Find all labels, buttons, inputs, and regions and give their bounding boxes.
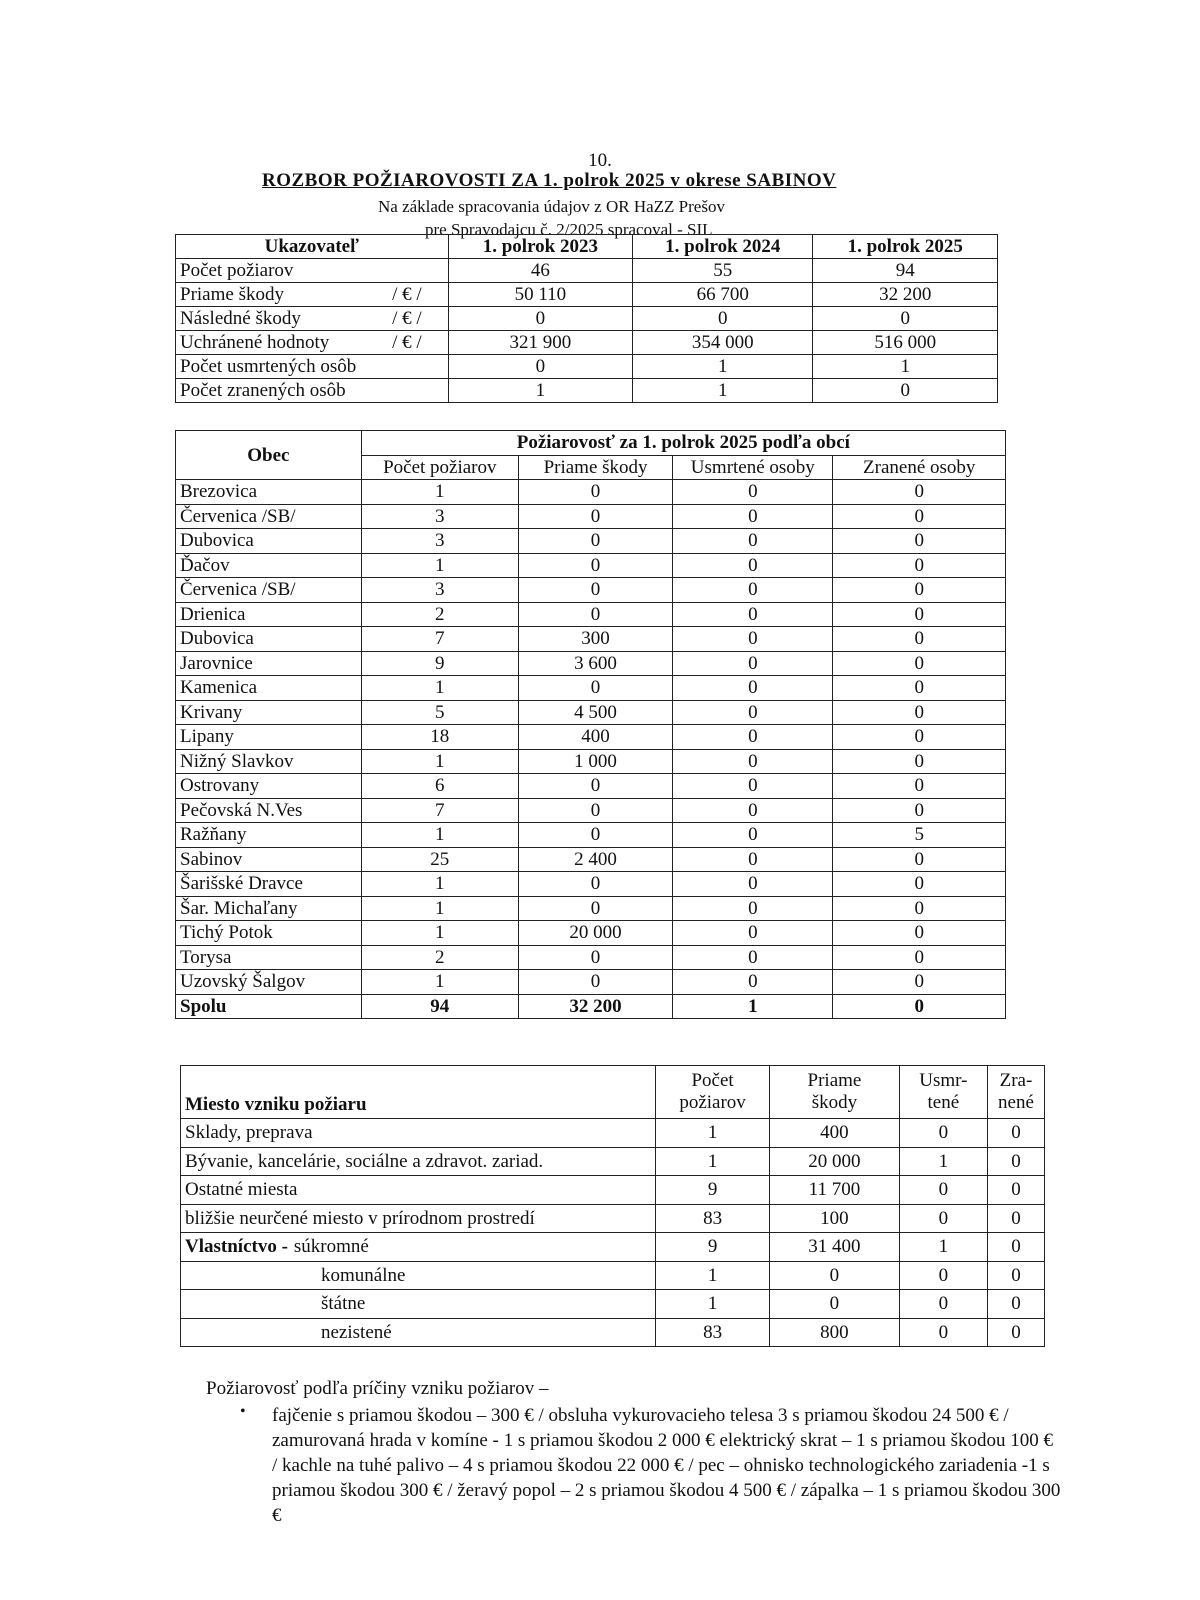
summary-label-cell [176,355,449,379]
summary-value-2023: 50 110 [448,283,632,307]
municipality-fires: 7 [361,627,518,652]
ownership-fires: 83 [656,1318,770,1347]
col-deaths: Usmrtené osoby [673,455,833,480]
municipality-deaths: 0 [673,749,833,774]
origin-row [181,1119,1045,1148]
summary-label-cell [176,331,449,355]
municipality-injured: 0 [833,529,1006,554]
municipality-name: Uzovský Šalgov [176,970,362,995]
table-row [176,504,1006,529]
summary-label-cell [176,259,449,283]
origin-col-injured-2: nené [998,1092,1034,1113]
origin-table [180,1065,1045,1347]
summary-value-2023: 1 [448,379,632,403]
municipality-injured: 0 [833,725,1006,750]
municipality-name: Pečovská N.Ves [176,798,362,823]
ownership-row [181,1233,1045,1262]
origin-head-label: Miesto vzniku požiaru [181,1066,656,1119]
municipality-fires: 9 [361,651,518,676]
summary-label: Priame škody [180,284,284,305]
municipality-damage: 300 [518,627,672,652]
page-title: ROZBOR POŽIAROVOSTI ZA 1. polrok 2025 v okrese SABINOV [262,170,837,191]
municipality-damage: 0 [518,970,672,995]
table-row [176,725,1006,750]
origin-injured: 0 [987,1119,1044,1148]
municipality-damage: 0 [518,602,672,627]
ownership-injured: 0 [987,1261,1044,1290]
summary-value-2023: 0 [448,355,632,379]
municipality-deaths: 0 [673,896,833,921]
origin-fires: 9 [656,1176,770,1205]
municipality-deaths: 0 [673,970,833,995]
municipality-injured: 5 [833,823,1006,848]
municipality-name: Jarovnice [176,651,362,676]
summary-label: Počet požiarov [180,260,294,281]
municipality-injured: 0 [833,774,1006,799]
ownership-damage: 31 400 [770,1233,900,1262]
summary-value-2024: 1 [633,379,813,403]
municipality-damage: 1 000 [518,749,672,774]
municipality-damage: 0 [518,896,672,921]
municipality-damage: 3 600 [518,651,672,676]
municipality-deaths: 0 [673,651,833,676]
ownership-fires: 1 [656,1290,770,1319]
summary-value-2024: 66 700 [633,283,813,307]
municipality-deaths: 0 [673,945,833,970]
municipality-injured: 0 [833,504,1006,529]
summary-label: Uchránené hodnoty [180,332,330,353]
subtitle-author: pre Spravodajcu č. 2/2025 spracoval - SIL [425,220,713,239]
municipality-injured: 0 [833,896,1006,921]
municipality-name: Drienica [176,602,362,627]
summary-row [176,259,998,283]
total-label: Spolu [176,994,362,1019]
ownership-injured: 0 [987,1318,1044,1347]
causes-text: fajčenie s priamou škodou – 300 € / obsluha vykurovacieho telesa 3 s priamou škodou 24 500 € / zamurovaná hrada v komíne - 1 s priamou škodou 2 000 € elektrický skrat – 1 s priamou škodou 100 € / kachle na tuhé palivo – 4 s priamou škodou 22 000 € / pec – ohnisko technologického zariadenia -1 s priamou škodou 300 € / žeravý popol – 2 s priamou škodou 4 500 € / zápalka – 1 s priamou škodou 300 € [272,1405,1061,1526]
ownership-deaths: 0 [899,1261,987,1290]
municipality-damage: 0 [518,798,672,823]
summary-value-2023: 0 [448,307,632,331]
municipality-fires: 18 [361,725,518,750]
ownership-damage: 800 [770,1318,900,1347]
municipalities-title-row [176,431,1006,456]
municipality-deaths: 0 [673,872,833,897]
ownership-damage: 0 [770,1261,900,1290]
municipality-deaths: 0 [673,774,833,799]
municipality-name: Dubovica [176,529,362,554]
col-injured: Zranené osoby [833,455,1006,480]
total-deaths: 1 [673,994,833,1019]
summary-label: Následné škody [180,308,301,329]
origin-label: Ostatné miesta [181,1176,656,1205]
municipality-name: Torysa [176,945,362,970]
table-row [176,798,1006,823]
origin-deaths: 1 [899,1147,987,1176]
municipality-damage: 0 [518,823,672,848]
summary-unit: / € / [392,308,422,329]
municipality-injured: 0 [833,578,1006,603]
table-row [176,945,1006,970]
municipality-injured: 0 [833,970,1006,995]
table-row [176,823,1006,848]
municipality-damage: 0 [518,480,672,505]
summary-value-2025: 1 [813,355,998,379]
municipality-deaths: 0 [673,504,833,529]
origin-col-injured [987,1066,1044,1119]
summary-value-2025: 0 [813,379,998,403]
municipality-name: Ostrovany [176,774,362,799]
summary-row [176,331,998,355]
municipality-injured: 0 [833,749,1006,774]
origin-row [181,1147,1045,1176]
ownership-row [181,1261,1045,1290]
municipality-deaths: 0 [673,725,833,750]
municipality-fires: 1 [361,480,518,505]
municipality-injured: 0 [833,798,1006,823]
municipality-deaths: 0 [673,847,833,872]
table-row [176,627,1006,652]
municipality-name: Ražňany [176,823,362,848]
summary-value-2024: 354 000 [633,331,813,355]
municipality-deaths: 0 [673,798,833,823]
total-row [176,994,1006,1019]
municipality-fires: 3 [361,504,518,529]
municipality-name: Nižný Slavkov [176,749,362,774]
table-row [176,774,1006,799]
municipality-damage: 0 [518,872,672,897]
summary-value-2024: 1 [633,355,813,379]
origin-col-fires-2: požiarov [679,1092,746,1113]
municipalities-table [175,430,1006,1019]
origin-label: Bývanie, kancelárie, sociálne a zdravot. zariad. [181,1147,656,1176]
municipality-fires: 2 [361,945,518,970]
table-row [176,896,1006,921]
ownership-label-cell [181,1233,656,1262]
municipality-fires: 1 [361,896,518,921]
origin-col-deaths-1: Usmr- [919,1070,968,1091]
summary-value-2024: 55 [633,259,813,283]
ownership-deaths: 0 [899,1290,987,1319]
summary-unit: / € / [392,332,422,353]
col-damage: Priame škody [518,455,672,480]
origin-col-injured-1: Zra- [999,1070,1033,1091]
summary-label-cell [176,307,449,331]
bullet-icon: • [240,1403,246,1420]
municipality-damage: 400 [518,725,672,750]
summary-row [176,355,998,379]
municipality-injured: 0 [833,847,1006,872]
municipality-name: Sabinov [176,847,362,872]
table-row [176,700,1006,725]
municipality-damage: 0 [518,504,672,529]
ownership-type: nezistené [181,1318,656,1347]
summary-table [175,234,998,403]
table-row [176,480,1006,505]
municipality-injured: 0 [833,553,1006,578]
summary-label: Počet usmrtených osôb [180,356,357,377]
municipality-fires: 2 [361,602,518,627]
municipality-fires: 1 [361,553,518,578]
ownership-row [181,1318,1045,1347]
municipalities-title: Požiarovosť za 1. polrok 2025 podľa obcí [361,431,1005,456]
origin-deaths: 0 [899,1204,987,1233]
summary-value-2025: 0 [813,307,998,331]
origin-col-damage-2: škody [811,1092,858,1113]
municipality-deaths: 0 [673,480,833,505]
municipality-fires: 7 [361,798,518,823]
summary-value-2025: 516 000 [813,331,998,355]
municipality-damage: 2 400 [518,847,672,872]
origin-damage: 11 700 [770,1176,900,1205]
summary-row [176,379,998,403]
municipality-name: Dubovica [176,627,362,652]
origin-injured: 0 [987,1204,1044,1233]
ownership-damage: 0 [770,1290,900,1319]
summary-row [176,283,998,307]
municipality-deaths: 0 [673,553,833,578]
origin-fires: 1 [656,1119,770,1148]
ownership-row [181,1290,1045,1319]
origin-damage: 400 [770,1119,900,1148]
origin-injured: 0 [987,1147,1044,1176]
subtitle-source: Na základe spracovania údajov z OR HaZZ Prešov [378,197,725,216]
municipality-fires: 3 [361,529,518,554]
ownership-deaths: 1 [899,1233,987,1262]
origin-col-damage-1: Priame [807,1070,862,1091]
ownership-type: súkromné [293,1236,369,1258]
origin-col-deaths [899,1066,987,1119]
municipality-fires: 5 [361,700,518,725]
municipality-fires: 6 [361,774,518,799]
origin-col-fires-1: Počet [691,1070,734,1091]
summary-label-cell [176,379,449,403]
municipality-injured: 0 [833,945,1006,970]
municipality-damage: 0 [518,553,672,578]
municipality-fires: 3 [361,578,518,603]
origin-damage: 100 [770,1204,900,1233]
table-row [176,578,1006,603]
municipality-fires: 1 [361,823,518,848]
municipality-injured: 0 [833,602,1006,627]
origin-deaths: 0 [899,1176,987,1205]
summary-row [176,307,998,331]
table-row [176,970,1006,995]
page-number: 10. [588,150,612,171]
municipality-fires: 1 [361,970,518,995]
ownership-type: komunálne [181,1261,656,1290]
summary-unit: / € / [392,284,422,305]
municipality-injured: 0 [833,651,1006,676]
municipality-deaths: 0 [673,700,833,725]
ownership-fires: 1 [656,1261,770,1290]
municipality-deaths: 0 [673,602,833,627]
table-row [176,602,1006,627]
municipality-fires: 1 [361,872,518,897]
municipality-name: Krivany [176,700,362,725]
summary-value-2023: 321 900 [448,331,632,355]
summary-value-2025: 94 [813,259,998,283]
origin-label: bližšie neurčené miesto v prírodnom prostredí [181,1204,656,1233]
municipality-deaths: 0 [673,578,833,603]
municipality-deaths: 0 [673,627,833,652]
ownership-deaths: 0 [899,1318,987,1347]
total-injured: 0 [833,994,1006,1019]
origin-row [181,1176,1045,1205]
municipality-deaths: 0 [673,921,833,946]
origin-fires: 83 [656,1204,770,1233]
municipality-injured: 0 [833,627,1006,652]
municipality-deaths: 0 [673,529,833,554]
municipality-damage: 20 000 [518,921,672,946]
municipality-name: Ďačov [176,553,362,578]
summary-value-2025: 32 200 [813,283,998,307]
table-row [176,553,1006,578]
municipality-fires: 1 [361,921,518,946]
summary-label: Počet zranených osôb [180,380,346,401]
ownership-injured: 0 [987,1233,1044,1262]
municipality-name: Červenica /SB/ [176,504,362,529]
table-row [176,847,1006,872]
municipality-injured: 0 [833,700,1006,725]
municipality-name: Červenica /SB/ [176,578,362,603]
col-2025: 1. polrok 2025 [813,235,998,259]
municipality-deaths: 0 [673,823,833,848]
municipality-name: Lipany [176,725,362,750]
municipality-damage: 0 [518,578,672,603]
municipality-damage: 0 [518,774,672,799]
table-row [176,651,1006,676]
municipality-fires: 1 [361,676,518,701]
total-damage: 32 200 [518,994,672,1019]
col-2023: 1. polrok 2023 [448,235,632,259]
table-row [176,872,1006,897]
municipality-fires: 1 [361,749,518,774]
ownership-injured: 0 [987,1290,1044,1319]
origin-header-row [181,1066,1045,1119]
municipality-damage: 0 [518,676,672,701]
origin-col-deaths-2: tené [927,1092,960,1113]
summary-value-2024: 0 [633,307,813,331]
table-row [176,529,1006,554]
municipality-damage: 4 500 [518,700,672,725]
origin-col-damage [770,1066,900,1119]
municipality-injured: 0 [833,480,1006,505]
municipality-damage: 0 [518,529,672,554]
municipality-name: Brezovica [176,480,362,505]
table-row [176,676,1006,701]
origin-col-fires [656,1066,770,1119]
causes-heading: Požiarovosť podľa príčiny vzniku požiarov – [206,1378,549,1399]
municipality-name: Šarišské Dravce [176,872,362,897]
table-row [176,749,1006,774]
ownership-type: štátne [181,1290,656,1319]
col-2024: 1. polrok 2024 [633,235,813,259]
summary-header-row [176,235,998,259]
origin-deaths: 0 [899,1119,987,1148]
municipality-injured: 0 [833,921,1006,946]
col-obec: Obec [176,431,362,480]
col-fires: Počet požiarov [361,455,518,480]
municipality-injured: 0 [833,872,1006,897]
municipality-deaths: 0 [673,676,833,701]
ownership-heading: Vlastníctvo - [185,1236,288,1258]
total-fires: 94 [361,994,518,1019]
table-row [176,921,1006,946]
ownership-fires: 9 [656,1233,770,1262]
col-indicator: Ukazovateľ [176,235,449,259]
origin-label: Sklady, preprava [181,1119,656,1148]
origin-row [181,1204,1045,1233]
summary-label-cell [176,283,449,307]
municipality-fires: 25 [361,847,518,872]
municipality-damage: 0 [518,945,672,970]
origin-fires: 1 [656,1147,770,1176]
municipality-name: Kamenica [176,676,362,701]
summary-value-2023: 46 [448,259,632,283]
municipality-name: Šar. Michaľany [176,896,362,921]
municipality-name: Tichý Potok [176,921,362,946]
origin-damage: 20 000 [770,1147,900,1176]
municipality-injured: 0 [833,676,1006,701]
origin-injured: 0 [987,1176,1044,1205]
